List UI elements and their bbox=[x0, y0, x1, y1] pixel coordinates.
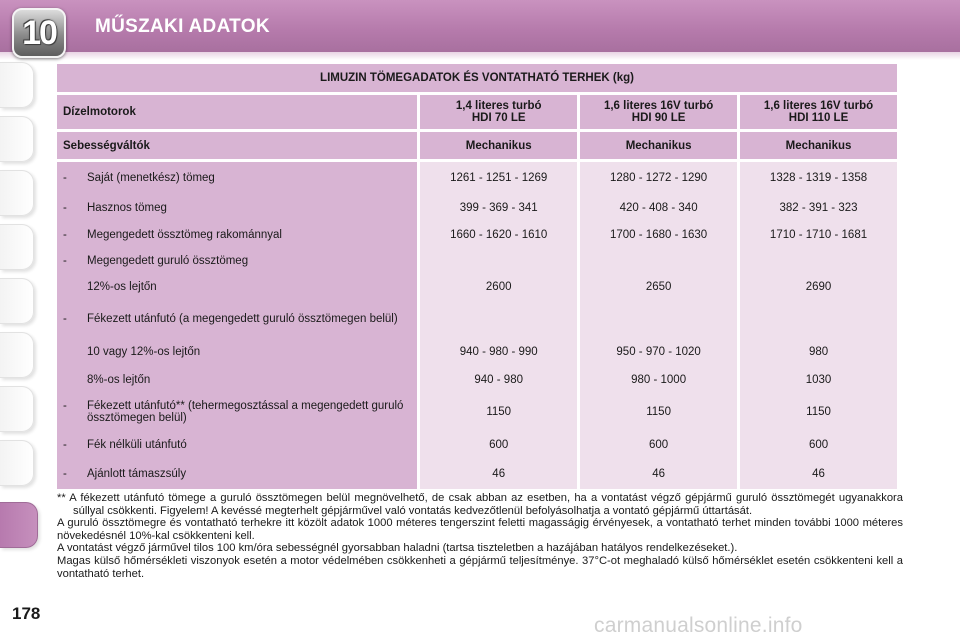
table-cell: 1150 bbox=[580, 393, 737, 431]
chapter-tab-active[interactable] bbox=[0, 502, 38, 548]
table-cell bbox=[580, 248, 737, 274]
table-cell: 2600 bbox=[420, 274, 577, 300]
footnote: A vontatást végző járművel tilos 100 km/óra sebességnél gyorsabban haladni (tartsa tiszteletben a hazájában hatályos rendelkezéseket.). bbox=[57, 542, 738, 555]
row-label: Hasznos tömeg bbox=[87, 201, 167, 214]
chapter-number-badge: 10 bbox=[12, 8, 66, 58]
weights-table bbox=[54, 64, 900, 489]
table-cell bbox=[420, 300, 577, 338]
table-cell: 940 - 980 bbox=[420, 366, 577, 393]
row-label: Fék nélküli utánfutó bbox=[87, 439, 187, 451]
table-row: - Fékezett utánfutó** (tehermegosztással a megengedett guruló össztömegen belül) 1150 1150 1150 bbox=[57, 393, 897, 431]
table-cell: 46 bbox=[740, 459, 897, 489]
engine-label: Dízelmotorok bbox=[57, 95, 417, 129]
table-cell: 2690 bbox=[740, 274, 897, 300]
table-cell: 1280 - 1272 - 1290 bbox=[580, 162, 737, 194]
footnotes bbox=[57, 492, 903, 580]
watermark: carmanualsonline.info bbox=[594, 614, 803, 637]
table-cell: 980 bbox=[740, 338, 897, 366]
engine-header: 1,6 literes 16V turbó HDI 110 LE bbox=[740, 95, 897, 129]
table-title: LIMUZIN TÖMEGADATOK ÉS VONTATHATÓ TERHEK (kg) bbox=[57, 64, 897, 92]
table-cell: 420 - 408 - 340 bbox=[580, 194, 737, 221]
chapter-tabs bbox=[0, 62, 44, 582]
table-cell: 980 - 1000 bbox=[580, 366, 737, 393]
chapter-tab[interactable] bbox=[0, 116, 34, 162]
page-number: 178 bbox=[12, 604, 41, 623]
table-cell bbox=[420, 248, 577, 274]
row-label: Ajánlott támaszsúly bbox=[87, 468, 187, 480]
row-label: Fékezett utánfutó (a megengedett guruló össztömegen belül) bbox=[87, 313, 398, 325]
table-cell: 2650 bbox=[580, 274, 737, 300]
table-row: - Hasznos tömeg 399 - 369 - 341 420 - 408 - 340 382 - 391 - 323 bbox=[57, 194, 897, 221]
engine-header: 1,6 literes 16V turbó HDI 90 LE bbox=[580, 95, 737, 129]
chapter-tab[interactable] bbox=[0, 62, 34, 108]
table-cell: 1150 bbox=[740, 393, 897, 431]
chapter-tab[interactable] bbox=[0, 332, 34, 378]
table-cell bbox=[740, 300, 897, 338]
table-cell: 1700 - 1680 - 1630 bbox=[580, 221, 737, 248]
table-cell: 940 - 980 - 990 bbox=[420, 338, 577, 366]
row-label: Megengedett össztömeg rakománnyal bbox=[87, 228, 282, 241]
table-cell: 600 bbox=[580, 431, 737, 459]
table-cell: 46 bbox=[580, 459, 737, 489]
page-title: MŰSZAKI ADATOK bbox=[95, 16, 270, 37]
table-cell: 1150 bbox=[420, 393, 577, 431]
row-label: Saját (menetkész) tömeg bbox=[87, 172, 215, 184]
table-row: - Saját (menetkész) tömeg 1261 - 1251 - 1269 1280 - 1272 - 1290 1328 - 1319 - 1358 bbox=[57, 162, 897, 194]
table-cell: 46 bbox=[420, 459, 577, 489]
chapter-tab[interactable] bbox=[0, 224, 34, 270]
table-row bbox=[57, 366, 897, 393]
table-cell: 1328 - 1319 - 1358 bbox=[740, 162, 897, 194]
footnote: Magas külső hőmérsékleti viszonyok esetén a motor védelmében csökkenheti a gépjármű teljesítménye. 37°C-ot meghaladó külső hőmérséklet esetén csökkenteni kell a vontatható terhet. bbox=[57, 554, 903, 580]
header-fade bbox=[0, 52, 960, 60]
table-row: - Megengedett össztömeg rakománnyal 1660 - 1620 - 1610 1700 - 1680 - 1630 1710 - 1710 - 1681 bbox=[57, 221, 897, 248]
footnote: ** A fékezett utánfutó tömege a guruló össztömegen belül megnövelhető, de csak abban az esetben, ha a vontatást végző gépjármű guruló össztömegét ugyanakkora súllyal csökkenti. Figyelem! A kevéssé megterhelt gépjárművel való vontatás kedvezőtlenül befolyásolhatja a vontató gépjármű úttartását. bbox=[57, 492, 903, 517]
row-label: Fékezett utánfutó** (tehermegosztással a megengedett guruló össztömegen belül) bbox=[87, 400, 404, 424]
table-cell bbox=[740, 248, 897, 274]
table-row: - Fékezett utánfutó (a megengedett guruló össztömegen belül) bbox=[57, 300, 897, 338]
row-label: 12%-os lejtőn bbox=[87, 281, 157, 293]
table-cell: 1660 - 1620 - 1610 bbox=[420, 221, 577, 248]
chapter-tab[interactable] bbox=[0, 278, 34, 324]
footnote: A guruló össztömegre és vontatható terhekre itt közölt adatok 1000 méteres tengerszint feletti magasságig érvényesek, a vontatható terhet minden további 1000 méteres növekedésnél 10%-kal csökkenteni kell. bbox=[57, 517, 903, 542]
gearbox-header: Mechanikus bbox=[740, 132, 897, 159]
table-row bbox=[57, 338, 897, 366]
table-cell: 382 - 391 - 323 bbox=[740, 194, 897, 221]
row-label: Megengedett guruló össztömeg bbox=[87, 255, 249, 267]
table-row: - Megengedett guruló össztömeg bbox=[57, 248, 897, 274]
row-label: 10 vagy 12%-os lejtőn bbox=[87, 346, 201, 358]
chapter-tab[interactable] bbox=[0, 170, 34, 216]
chapter-tab[interactable] bbox=[0, 440, 34, 486]
gearbox-label: Sebességváltók bbox=[57, 132, 417, 159]
engine-header: 1,4 literes turbó HDI 70 LE bbox=[420, 95, 577, 129]
chapter-tab[interactable] bbox=[0, 386, 34, 432]
table-row: - Ajánlott támaszsúly 46 46 46 bbox=[57, 459, 897, 489]
table-cell: 600 bbox=[420, 431, 577, 459]
table-cell: 1261 - 1251 - 1269 bbox=[420, 162, 577, 194]
table-cell bbox=[580, 300, 737, 338]
table-cell: 1710 - 1710 - 1681 bbox=[740, 221, 897, 248]
table-cell: 600 bbox=[740, 431, 897, 459]
gearbox-header: Mechanikus bbox=[580, 132, 737, 159]
table-row bbox=[57, 274, 897, 300]
table-cell: 399 - 369 - 341 bbox=[420, 194, 577, 221]
row-label: 8%-os lejtőn bbox=[87, 373, 151, 386]
table-cell: 950 - 970 - 1020 bbox=[580, 338, 737, 366]
table-row: - Fék nélküli utánfutó 600 600 600 bbox=[57, 431, 897, 459]
gearbox-header: Mechanikus bbox=[420, 132, 577, 159]
table-cell: 1030 bbox=[740, 366, 897, 393]
